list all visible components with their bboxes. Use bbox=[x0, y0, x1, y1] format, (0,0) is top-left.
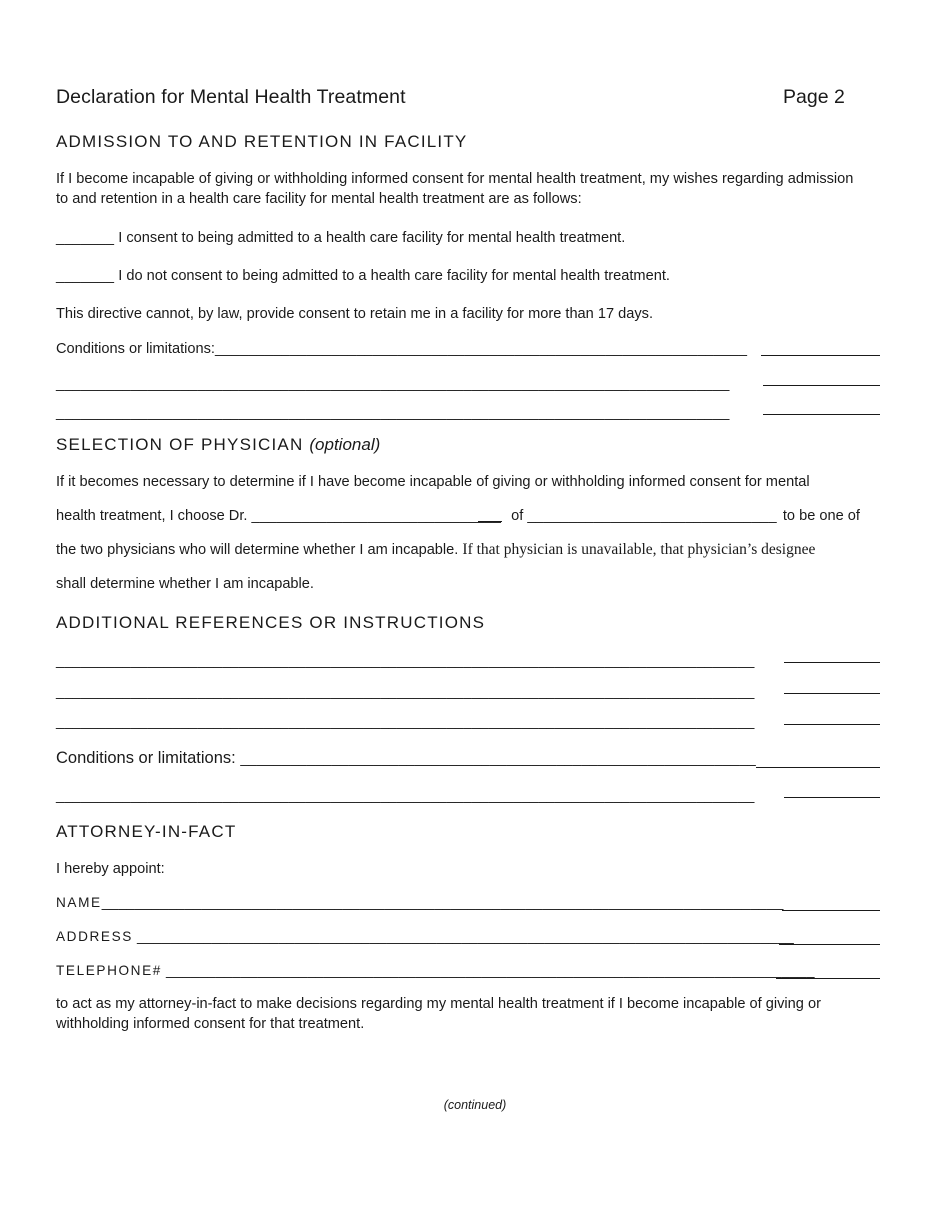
attorney-heading: ATTORNEY-IN-FACT bbox=[56, 822, 237, 841]
underline-rule bbox=[779, 944, 880, 945]
appoint-label: I hereby appoint: bbox=[56, 861, 165, 877]
physician-line-2-end: to be one of bbox=[782, 508, 860, 524]
physician-line-4: shall determine whether I am incapable. bbox=[56, 576, 314, 592]
underline-rule bbox=[784, 662, 880, 663]
physician-choose-label: health treatment, I choose Dr. bbox=[56, 508, 248, 524]
law-note: This directive cannot, by law, provide consent to retain me in a facility for more than 17 days. bbox=[56, 306, 654, 322]
underline-rule bbox=[784, 693, 880, 694]
physician-heading-note: (optional) bbox=[309, 435, 381, 454]
admission-heading: ADMISSION TO AND RETENTION IN FACILITY bbox=[56, 132, 468, 151]
physician-location-field[interactable]: ______________________________ bbox=[527, 508, 777, 524]
admission-conditions-line-2[interactable]: _________________________________________________________________________________ bbox=[56, 376, 730, 392]
underline-rule bbox=[776, 978, 880, 979]
additional-line-2[interactable]: ____________________________________________________________________________________ bbox=[56, 684, 755, 700]
no-consent-option bbox=[56, 266, 670, 286]
no-consent-blank[interactable]: _______ bbox=[56, 268, 115, 284]
underline-rule bbox=[763, 414, 880, 415]
attorney-address-row bbox=[56, 927, 794, 947]
admission-conditions-label: Conditions or limitations: bbox=[56, 341, 215, 357]
admission-intro: If I become incapable of giving or withholding informed consent for mental health treatment, my wishes regarding admission to and retention in a health care facility for mental health treatment are as follows: bbox=[56, 171, 854, 207]
additional-conditions-row bbox=[56, 748, 756, 769]
consent-option-label: I consent to being admitted to a health care facility for mental health treatment. bbox=[118, 230, 626, 246]
attorney-name-label: NAME bbox=[56, 895, 102, 910]
additional-conditions-label: Conditions or limitations: bbox=[56, 749, 236, 767]
attorney-name-field[interactable]: __________________________________________________________________________________ bbox=[101, 895, 784, 911]
attorney-name-row bbox=[56, 893, 784, 913]
attorney-address-field[interactable]: _______________________________________________________________________________ bbox=[136, 929, 794, 945]
physician-line-1: If it becomes necessary to determine if I have become incapable of giving or withholding informed consent for mental bbox=[56, 474, 810, 490]
admission-conditions-row bbox=[56, 339, 747, 359]
physician-line-3-designee: If that physician is unavailable, that physician’s designee bbox=[462, 541, 816, 558]
physician-line-3-start: the two physicians who will determine whether I am incapable. bbox=[56, 542, 459, 558]
consent-blank[interactable]: _______ bbox=[56, 230, 115, 246]
no-consent-option-label: I do not consent to being admitted to a health care facility for mental health treatment. bbox=[118, 268, 670, 284]
physician-heading bbox=[56, 435, 380, 455]
attorney-telephone-field[interactable]: ______________________________________________________________________________ bbox=[165, 963, 815, 979]
attorney-address-label: ADDRESS bbox=[56, 929, 133, 944]
physician-line-3 bbox=[56, 540, 815, 560]
underline-rule bbox=[761, 355, 880, 356]
underline-rule bbox=[763, 385, 880, 386]
physician-name-field-end[interactable]: ___ bbox=[476, 508, 502, 524]
physician-of-label: of bbox=[511, 508, 524, 524]
physician-line-2 bbox=[56, 506, 860, 526]
additional-heading: ADDITIONAL REFERENCES OR INSTRUCTIONS bbox=[56, 613, 486, 632]
page-number: Page 2 bbox=[783, 86, 845, 108]
attorney-telephone-label: TELEPHONE# bbox=[56, 963, 162, 978]
additional-conditions-field[interactable]: ______________________________________________________________ bbox=[240, 751, 756, 767]
physician-heading-label: SELECTION OF PHYSICIAN bbox=[56, 435, 304, 454]
document-title: Declaration for Mental Health Treatment bbox=[56, 86, 406, 108]
physician-name-field[interactable]: ___________________________ bbox=[251, 508, 477, 524]
additional-line-1[interactable]: ____________________________________________________________________________________ bbox=[56, 653, 755, 669]
attorney-closing: to act as my attorney-in-fact to make decisions regarding my mental health treatment if I become incapable of giving or withholding informed consent for that treatment. bbox=[56, 996, 821, 1032]
admission-conditions-field[interactable]: ________________________________________________________________ bbox=[214, 341, 748, 357]
underline-rule bbox=[478, 521, 502, 522]
underline-rule bbox=[784, 724, 880, 725]
admission-conditions-line-3[interactable]: _________________________________________________________________________________ bbox=[56, 405, 730, 421]
additional-conditions-line-2[interactable]: ____________________________________________________________________________________ bbox=[56, 788, 755, 804]
underline-rule bbox=[782, 910, 880, 911]
attorney-telephone-row bbox=[56, 961, 815, 981]
underline-rule bbox=[756, 767, 880, 768]
continued-note: (continued) bbox=[443, 1098, 507, 1112]
additional-line-3[interactable]: ____________________________________________________________________________________ bbox=[56, 714, 755, 730]
consent-option bbox=[56, 228, 625, 248]
underline-rule bbox=[784, 797, 880, 798]
